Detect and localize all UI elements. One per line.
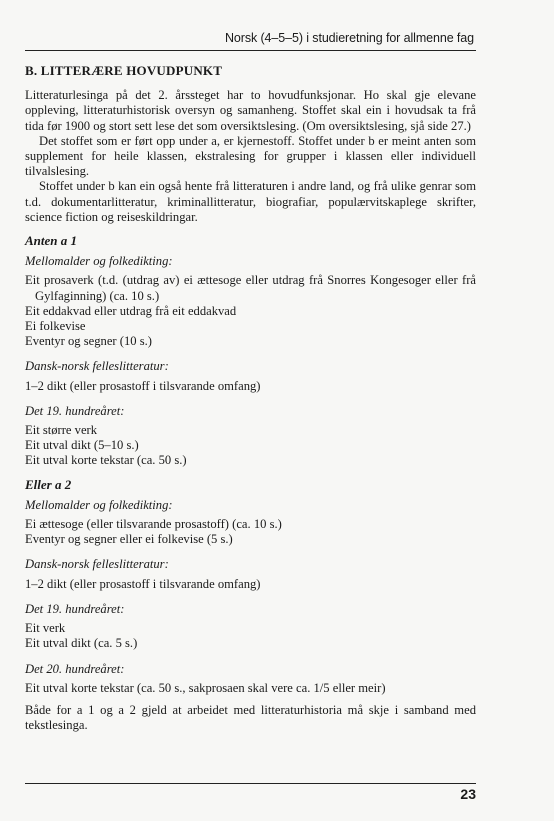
supplement-paragraph: Stoffet under b kan ein også hente frå litteraturen i andre land, og frå ulike genrar som t.d. dokumentarlitteratur, kriminallitteratur, biografiar, populærvitskaplege skrifter, science fiction og reiseskildringar. — [25, 179, 476, 224]
list-item: Eit utval korte tekstar (ca. 50 s., sakprosaen skal vere ca. 1/5 eller meir) — [25, 680, 386, 695]
alternative-a1-heading: Anten a 1 — [25, 233, 78, 249]
list-item: Eit utval dikt (ca. 5 s.) — [25, 636, 138, 651]
list-item: Ei ættesoge (eller tilsvarande prosastoff) (ca. 10 s.) — [25, 517, 282, 532]
a2-20th-century-heading: Det 20. hundreåret: — [25, 661, 125, 676]
list-item: Ei folkevise — [25, 319, 86, 334]
list-item: Eventyr og segner (10 s.) — [25, 334, 152, 349]
a1-19th-century-heading: Det 19. hundreåret: — [25, 403, 125, 418]
a2-19th-century-heading: Det 19. hundreåret: — [25, 601, 125, 616]
a1-dano-norwegian-heading: Dansk-norsk felleslitteratur: — [25, 359, 169, 374]
list-item: Eit verk — [25, 621, 66, 636]
a2-dano-norwegian-heading: Dansk-norsk felleslitteratur: — [25, 557, 169, 572]
list-item: Eit utval korte tekstar (ca. 50 s.) — [25, 453, 187, 468]
running-header: Norsk (4–5–5) i studieretning for allmenne fag — [224, 31, 474, 45]
header-rule — [25, 50, 476, 51]
page-number: 23 — [460, 786, 476, 802]
intro-paragraph: Litteraturlesinga på det 2. årssteget har to hovudfunksjonar. Ho skal gje elevane oppleving, litteraturhistorisk oversyn og samanheng. Stoffet skal ein i hovudsak ta frå tida før 1900 og stort sett lese det som oversiktslesing. (Om oversiktslesing, sjå side 27.) — [25, 88, 476, 133]
page-content — [25, 63, 476, 733]
footer-rule — [25, 783, 476, 784]
list-item: Eventyr og segner eller ei folkevise (5 s.) — [25, 532, 233, 547]
section-title: B. LITTERÆRE HOVUDPUNKT — [25, 63, 223, 78]
list-item: 1–2 dikt (eller prosastoff i tilsvarande omfang) — [25, 378, 261, 393]
a1-medieval-heading: Mellomalder og folkedikting: — [25, 254, 173, 269]
list-item: Eit eddakvad eller utdrag frå eit eddakvad — [25, 303, 237, 318]
list-item: Eit større verk — [25, 423, 98, 438]
closing-paragraph: Både for a 1 og a 2 gjeld at arbeidet med litteraturhistoria må skje i samband med tekstlesinga. — [25, 702, 476, 733]
list-item: Eit prosaverk (t.d. (utdrag av) ei ættesoge eller utdrag frå Snorres Kongesoger eller frå Gylfaginning) (ca. 10 s.) — [25, 273, 476, 303]
alternative-a2-heading: Eller a 2 — [25, 476, 72, 492]
list-item: 1–2 dikt (eller prosastoff i tilsvarande omfang) — [25, 576, 261, 591]
core-material-paragraph: Det stoffet som er ført opp under a, er kjernestoff. Stoffet under b er meint anten som supplement for heile klassen, ekstralesing for grupper i klassen eller individuell tilvalslesing. — [25, 133, 476, 179]
a2-medieval-heading: Mellomalder og folkedikting: — [25, 497, 173, 512]
list-item: Eit utval dikt (5–10 s.) — [25, 438, 139, 453]
